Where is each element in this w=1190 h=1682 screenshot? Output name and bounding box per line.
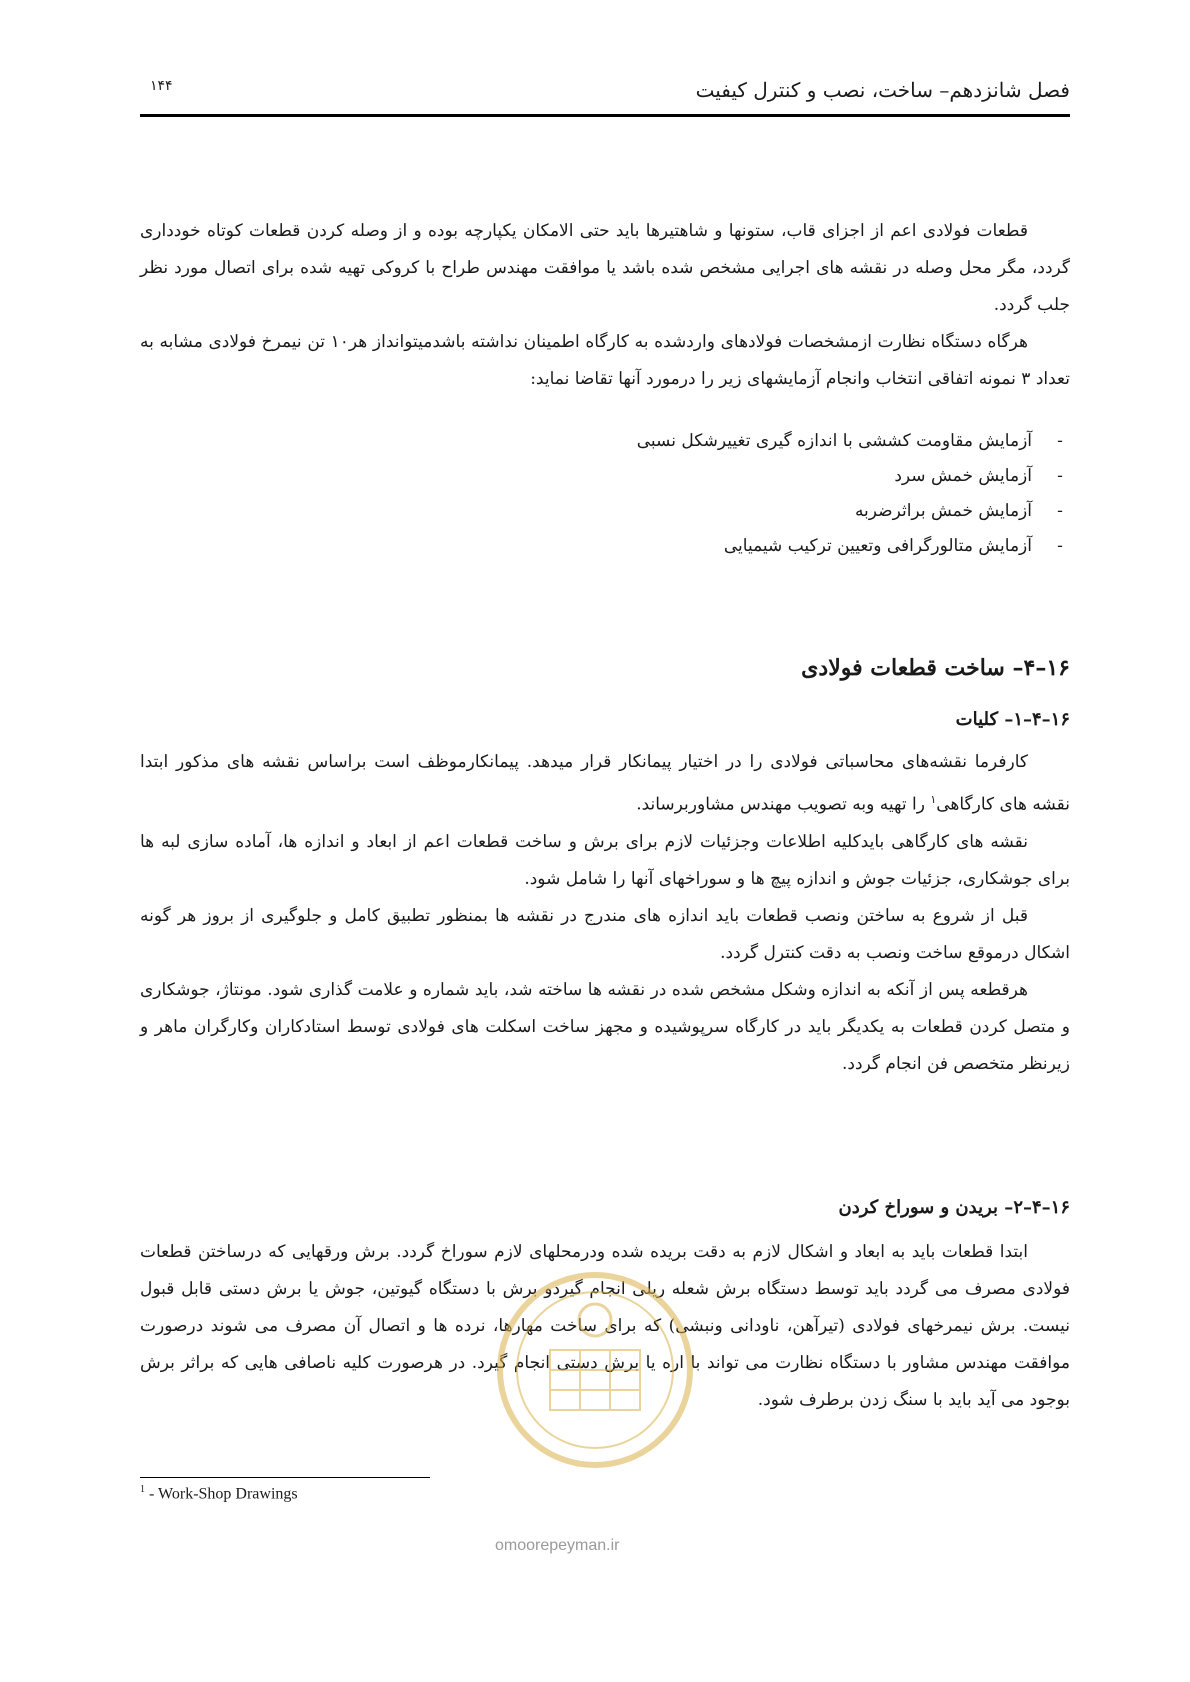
header-rule bbox=[140, 114, 1070, 117]
section-heading: ۱۶–۴– ساخت قطعات فولادی bbox=[801, 655, 1070, 681]
list-dash: - bbox=[1057, 536, 1063, 556]
list-dash: - bbox=[1057, 431, 1063, 451]
subsection-heading-general: ۱۶–۴–۱– کلیات bbox=[955, 709, 1070, 730]
footnote-marker: ۱ bbox=[930, 793, 937, 806]
list-dash: - bbox=[1057, 466, 1063, 486]
chapter-title: فصل شانزدهم– ساخت، نصب و کنترل کیفیت bbox=[695, 78, 1070, 102]
list-item-text: آزمایش متالورگرافی وتعیین ترکیب شیمیایی bbox=[723, 536, 1032, 556]
paragraph: هرگاه دستگاه نظارت ازمشخصات فولادهای واردشده به کارگاه اطمینان نداشته باشدمیتوانداز هر۱۰ تن نیمرخ فولادی مشابه به تعداد ۳ نمونه اتفاقی انتخاب وانجام آزمایشهای زیر را درمورد آنها تقاضا نماید: bbox=[140, 332, 1070, 389]
paragraph: قطعات فولادی اعم از اجزای قاب، ستونها و شاهتیرها باید حتی الامکان یکپارچه بوده و از وصله کردن قطعات کوتاه خودداری گردد، مگر محل وصله در نقشه های اجرایی مشخص شده باشد یا موافقت مهندس طراح با کروکی تهیه شده برای اتصال مورد نظر جلب گردد. bbox=[140, 221, 1070, 315]
watermark-site: omoorepeyman.ir bbox=[495, 1537, 620, 1554]
general-text bbox=[140, 744, 1070, 1083]
paragraph bbox=[140, 744, 1070, 824]
footnote-text: - Work-Shop Drawings bbox=[145, 1485, 298, 1503]
list-dash: - bbox=[1057, 501, 1063, 521]
footnote-number: 1 bbox=[140, 1484, 145, 1495]
paragraph: قبل از شروع به ساختن ونصب قطعات باید اندازه های مندرج در نقشه ها بمنظور تطبیق کامل و جلوگیری از بروز هر گونه اشکال درموقع ساخت ونصب به دقت کنترل گردد. bbox=[140, 905, 1070, 963]
intro-text bbox=[140, 213, 1070, 398]
watermark-seal-icon bbox=[485, 1250, 705, 1490]
paragraph-start: کارفرما نقشه‌های محاسباتی فولادی را در اختیار پیمانکار قرار میدهد. پیمانکارموظف است براساس نقشه های مذکور ابتدا نقشه های کارگاهی bbox=[140, 752, 1070, 815]
paragraph-end: را تهیه وبه تصویب مهندس مشاوربرساند. bbox=[636, 794, 931, 815]
page-number: ۱۴۴ bbox=[150, 78, 173, 94]
list-item bbox=[370, 424, 1070, 459]
test-list bbox=[370, 424, 1070, 564]
footnote bbox=[140, 1484, 298, 1503]
footnote-rule bbox=[140, 1477, 430, 1478]
list-item-text: آزمایش خمش سرد bbox=[894, 466, 1032, 486]
list-item bbox=[370, 459, 1070, 494]
list-item bbox=[370, 494, 1070, 529]
page-header bbox=[140, 70, 1070, 118]
list-item-text: آزمایش خمش براثرضربه bbox=[854, 501, 1032, 521]
paragraph: نقشه های کارگاهی بایدکلیه اطلاعات وجزئیات لازم برای برش و ساخت قطعات اعم از ابعاد و اندازه ها، آماده سازی لبه ها برای جوشکاری، جزئیات جوش و اندازه پیچ ها و سوراخهای آنها را شامل شود. bbox=[140, 831, 1070, 889]
subsection-heading-cutting: ۱۶–۴–۲– بریدن و سوراخ کردن bbox=[838, 1197, 1070, 1218]
list-item bbox=[370, 529, 1070, 564]
paragraph: هرقطعه پس از آنکه به اندازه وشکل مشخص شده در نقشه ها ساخته شد، باید شماره و علامت گذاری شود. مونتاژ، جوشکاری و متصل کردن قطعات به یکدیگر باید در کارگاه سرپوشیده و مجهز ساخت اسکلت های فولادی توسط استادکاران وکارگران ماهر و زیرنظر متخصص فن انجام گردد. bbox=[140, 979, 1070, 1074]
paragraph: ابتدا قطعات باید به ابعاد و اشکال لازم به دقت بریده شده ودرمحلهای لازم سوراخ گردد. برش ورقهایی که درساختن قطعات فولادی مصرف می گردد باید توسط دستگاه برش شعله ریلی انجام گیردو برش با دستگاه گیوتین، جوش یا برش دستی قابل قبول نیست. برش نیمرخهای فولادی (تیرآهن، ناودانی ونبشی) که برای ساخت مهارها، نرده ها و اتصال آن مصرف می شوند درصورت موافقت مهندس مشاور با دستگاه نظارت می تواند با اره یا برش دستی انجام گیرد. در هرصورت کلیه ناصافی هایی که براثر برش بوجود می آید باید با سنگ زدن برطرف شود. bbox=[140, 1242, 1070, 1410]
list-item-text: آزمایش مقاومت کششی با اندازه گیری تغییرشکل نسبی bbox=[636, 431, 1032, 451]
